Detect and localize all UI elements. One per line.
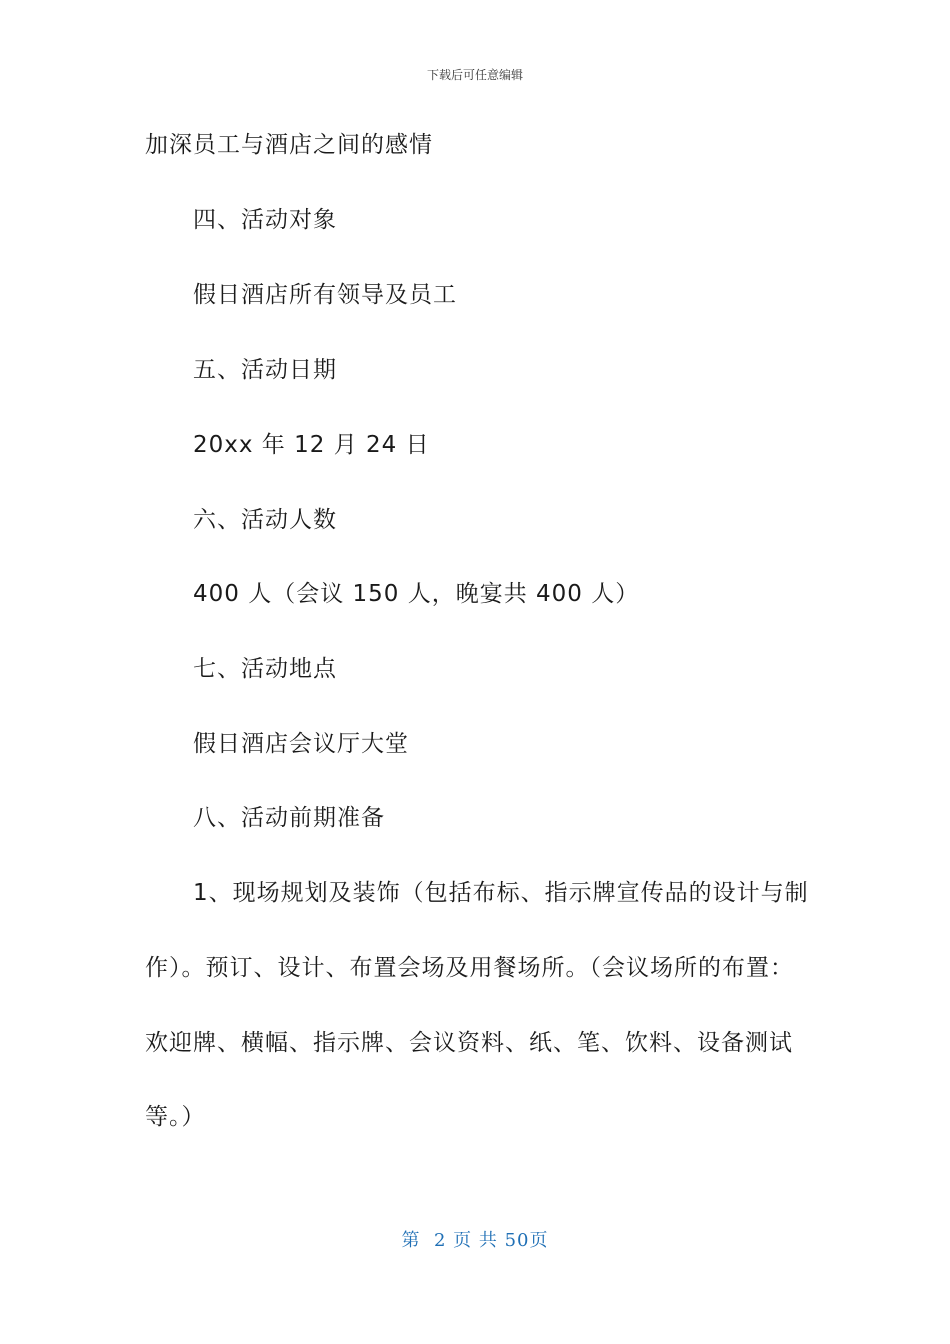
- page-number-footer: [0, 1226, 950, 1252]
- page-number-label: 第 2 页 共 50页: [401, 1230, 549, 1251]
- paragraph-line: 欢迎牌、横幅、指示牌、会议资料、纸、笔、饮料、设备测试: [145, 1030, 793, 1056]
- paragraph-line: 加深员工与酒店之间的感情: [145, 132, 433, 158]
- page-header-note: 下载后可任意编辑: [426, 68, 523, 82]
- paragraph-line: 1、现场规划及装饰（包括布标、指示牌宣传品的设计与制: [193, 880, 809, 906]
- paragraph-line: 等。）: [145, 1104, 206, 1130]
- paragraph-line: 20xx 年 12 月 24 日: [193, 432, 430, 458]
- section-heading: 五、活动日期: [193, 357, 337, 383]
- section-heading: 七、活动地点: [193, 656, 337, 682]
- section-heading: 四、活动对象: [193, 207, 337, 233]
- section-heading: 六、活动人数: [193, 507, 337, 533]
- paragraph-line: 假日酒店会议厅大堂: [193, 731, 409, 757]
- paragraph-line: 400 人（会议 150 人，晚宴共 400 人）: [193, 581, 640, 607]
- section-heading: 八、活动前期准备: [193, 805, 385, 831]
- paragraph-line: 作）。预订、设计、布置会场及用餐场所。（会议场所的布置：: [145, 955, 794, 981]
- paragraph-line: 假日酒店所有领导及员工: [193, 282, 457, 308]
